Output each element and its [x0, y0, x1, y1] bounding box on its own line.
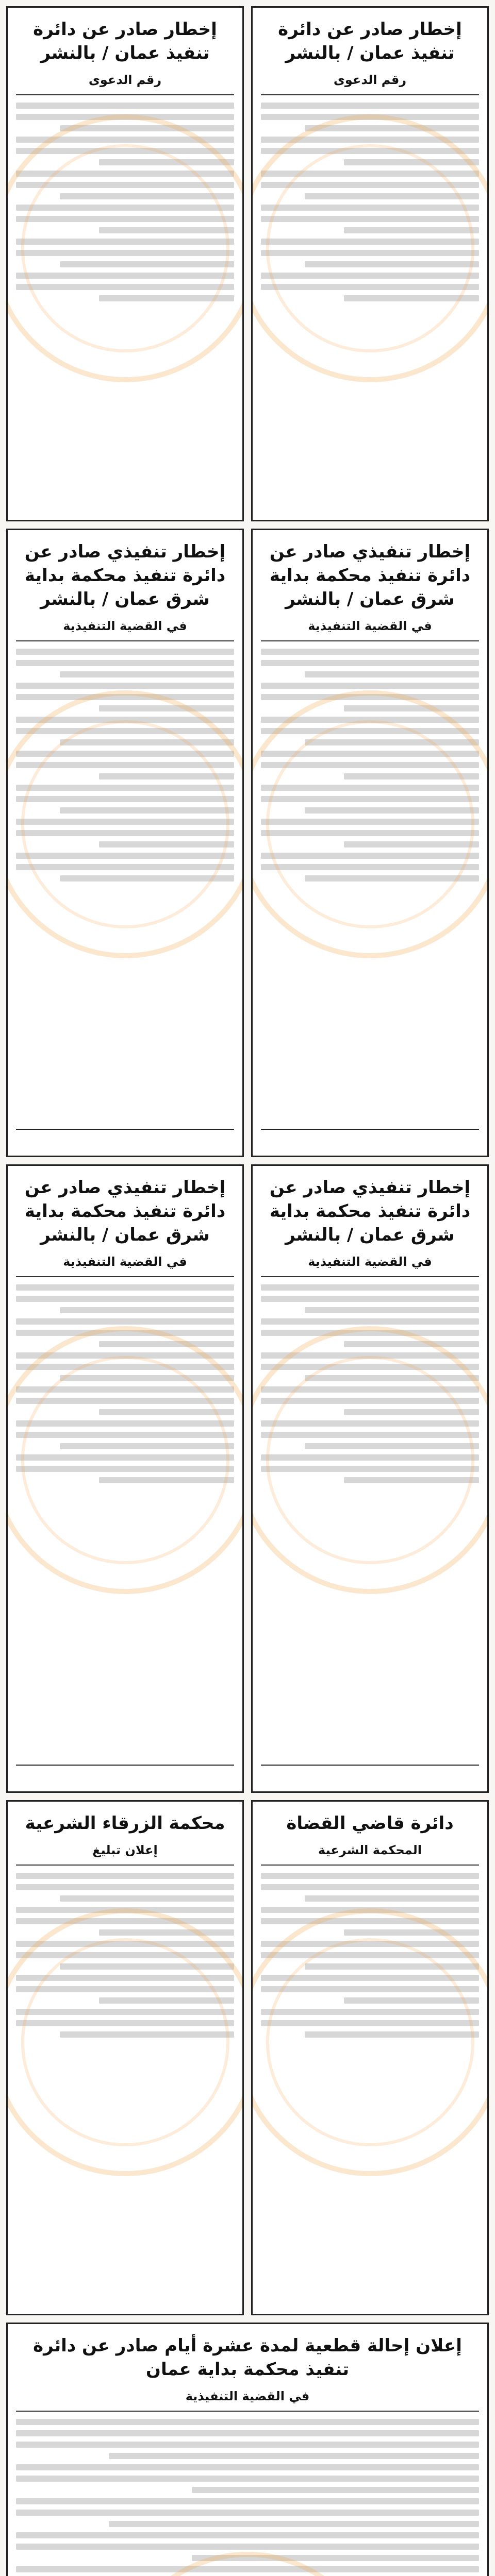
- notice-body: [16, 103, 234, 301]
- notice-footer: [261, 1765, 479, 1783]
- notice-subtitle: في القضية التنفيذية: [63, 1254, 187, 1269]
- notice-9: [6, 2323, 489, 2576]
- notice-4: [6, 529, 244, 1157]
- notice-3: [251, 529, 489, 1157]
- divider: [16, 2411, 479, 2412]
- notice-subtitle: إعلان تبليغ: [92, 1842, 158, 1857]
- notice-1: [251, 6, 489, 521]
- notice-subtitle: رقم الدعوى: [333, 72, 407, 87]
- divider: [261, 94, 479, 95]
- notice-title: دائرة قاضي القضاة: [286, 1813, 454, 1834]
- divider: [16, 1276, 234, 1277]
- divider: [16, 1865, 234, 1866]
- notice-subtitle: في القضية التنفيذية: [308, 1254, 432, 1269]
- notice-body: [16, 2419, 479, 2576]
- notice-title: إخطار تنفيذي صادر عن دائرة تنفيذ محكمة بداية شرق عمان / بالنشر: [269, 1177, 471, 1245]
- notice-6: [6, 1164, 244, 1793]
- divider: [261, 640, 479, 641]
- notice-8: [6, 1800, 244, 2315]
- notice-body: [261, 103, 479, 301]
- notices-grid: [6, 6, 489, 2576]
- notice-title: إعلان إحالة قطعية لمدة عشرة أيام صادر عن دائرة تنفيذ محكمة بداية عمان: [33, 2335, 462, 2380]
- notice-body: [261, 649, 479, 882]
- notice-title: إخطار تنفيذي صادر عن دائرة تنفيذ محكمة بداية شرق عمان / بالنشر: [24, 1177, 226, 1245]
- notice-body: [16, 1284, 234, 1483]
- notice-footer: [16, 1129, 234, 1147]
- notice-body: [261, 1284, 479, 1483]
- notice-2: [6, 6, 244, 521]
- notice-body: [16, 649, 234, 882]
- divider: [261, 1276, 479, 1277]
- notice-title: إخطار تنفيذي صادر عن دائرة تنفيذ محكمة بداية شرق عمان / بالنشر: [269, 541, 471, 609]
- newspaper-page: [6, 6, 489, 2576]
- divider: [261, 1865, 479, 1866]
- notice-body: [16, 1873, 234, 2038]
- notice-title: إخطار تنفيذي صادر عن دائرة تنفيذ محكمة بداية شرق عمان / بالنشر: [24, 541, 226, 609]
- notice-subtitle: رقم الدعوى: [88, 72, 162, 87]
- notice-subtitle: في القضية التنفيذية: [185, 2388, 310, 2403]
- notice-footer: [261, 1129, 479, 1147]
- divider: [16, 640, 234, 641]
- notice-7: [251, 1800, 489, 2315]
- notice-5: [251, 1164, 489, 1793]
- notice-body: [261, 1873, 479, 2038]
- notice-subtitle: في القضية التنفيذية: [63, 618, 187, 633]
- notice-footer: [16, 1765, 234, 1783]
- notice-subtitle: المحكمة الشرعية: [318, 1842, 422, 1857]
- notice-subtitle: في القضية التنفيذية: [308, 618, 432, 633]
- notice-title: إخطار صادر عن دائرة تنفيذ عمان / بالنشر: [278, 19, 462, 63]
- notice-title: إخطار صادر عن دائرة تنفيذ عمان / بالنشر: [33, 19, 217, 63]
- notice-title: محكمة الزرقاء الشرعية: [25, 1813, 225, 1834]
- divider: [16, 94, 234, 95]
